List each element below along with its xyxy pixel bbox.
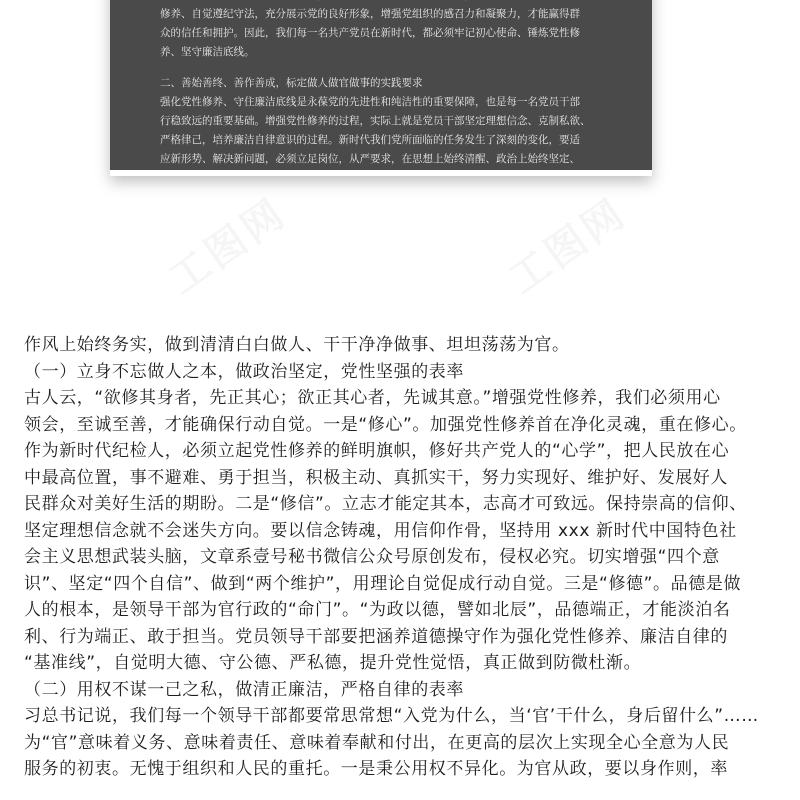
preview-line: 修养、自觉遵纪守法，充分展示党的良好形象，增强党组织的感召力和凝聚力，才能赢得群	[160, 8, 580, 20]
preview-heading: 二、善始善终、善作善成，标定做人做官做事的实践要求	[160, 77, 423, 89]
document-preview-image	[110, 0, 652, 170]
paragraph-line: 会主义思想武装头脑，文章系壹号秘书微信公众号原创发布，侵权必究。切实增强“四个意	[24, 547, 720, 567]
paragraph-line: 作为新时代纪检人，必须立起党性修养的鲜明旗帜，修好共产党人的“心学”，把人民放在心	[24, 441, 730, 461]
paragraph-line: 坚定理想信念就不会迷失方向。要以信念铸魂，用信仰作骨，坚持用 xxx 新时代中国特色社	[24, 520, 737, 541]
paragraph-line: 习总书记说，我们每一个领导干部都要常思常想“入党为什么，当‘官’干什么，身后留什么”……	[24, 706, 759, 726]
section-heading: （一）立身不忘做人之本，做政治坚定，党性坚强的表率	[24, 361, 464, 382]
preview-line: 应新形势、解决新问题，必须立足岗位，从严要求，在思想上始终清醒、政治上始终坚定、	[160, 153, 580, 165]
watermark-logo: 工图网	[160, 189, 296, 304]
paragraph-line: 中最高位置，事不避难、勇于担当，积极主动、真抓实干，努力实现好、维护好、发展好人	[24, 467, 728, 488]
preview-line: 众的信任和拥护。因此，我们每一名共产党员在新时代，都必须牢记初心使命、锤炼党性修	[160, 27, 580, 39]
preview-line: 养、坚守廉洁底线。	[160, 46, 255, 58]
paragraph-line: 民群众对美好生活的期盼。二是“修信”。立志才能定其本，志高才可致远。保持崇高的信仰、	[24, 494, 747, 514]
paragraph-line: 识”、坚定“四个自信”、做到“两个维护”，用理论自觉促成行动自觉。三是“修德”。品德是做	[24, 573, 742, 594]
paragraph-line: 人的根本，是领导干部为官行政的“命门”。“为政以德，譬如北辰”，品德端正，才能淡泊名	[24, 600, 731, 620]
paragraph-line: “基准线”，自觉明大德、守公德、严私德，提升党性觉悟，真正做到防微杜渐。	[24, 653, 642, 673]
paragraph-line: 领会，至诚至善，才能确保行动自觉。一是“修心”。加强党性修养首在净化灵魂，重在修心。	[24, 414, 747, 435]
document-body	[24, 332, 780, 783]
watermark-logo: 工图网	[500, 189, 636, 304]
paragraph-line: 古人云，“欲修其身者，先正其心；欲正其心者，先诚其意。”增强党性修养，我们必须用心	[24, 388, 721, 408]
paragraph-line: 作风上始终务实，做到清清白白做人、干干净净做事、坦坦荡荡为官。	[24, 335, 570, 355]
preview-line: 行稳致远的重要基础。增强党性修养的过程，实际上就是党员干部坚定理想信念、克制私欲、	[160, 115, 591, 127]
paragraph-line: 利、行为端正、敢于担当。党员领导干部要把涵养道德操守作为强化党性修养、廉洁自律的	[24, 626, 728, 647]
preview-line: 强化党性修养、守住廉洁底线是永葆党的先进性和纯洁性的重要保障，也是每一名党员干部	[160, 96, 580, 108]
paragraph-line: 服务的初衷。无愧于组织和人民的重托。一是秉公用权不异化。为官从政，要以身作则，率	[24, 759, 728, 779]
document-preview-frame	[110, 0, 652, 176]
preview-line: 严格律己，培养廉洁自律意识的过程。新时代我们党所面临的任务发生了深刻的变化，要适	[160, 134, 580, 146]
section-heading: （二）用权不谋一己之私，做清正廉洁，严格自律的表率	[24, 679, 464, 700]
paragraph-line: 为“官”意味着义务、意味着责任、意味着奉献和付出，在更高的层次上实现全心全意为人民	[24, 732, 730, 753]
